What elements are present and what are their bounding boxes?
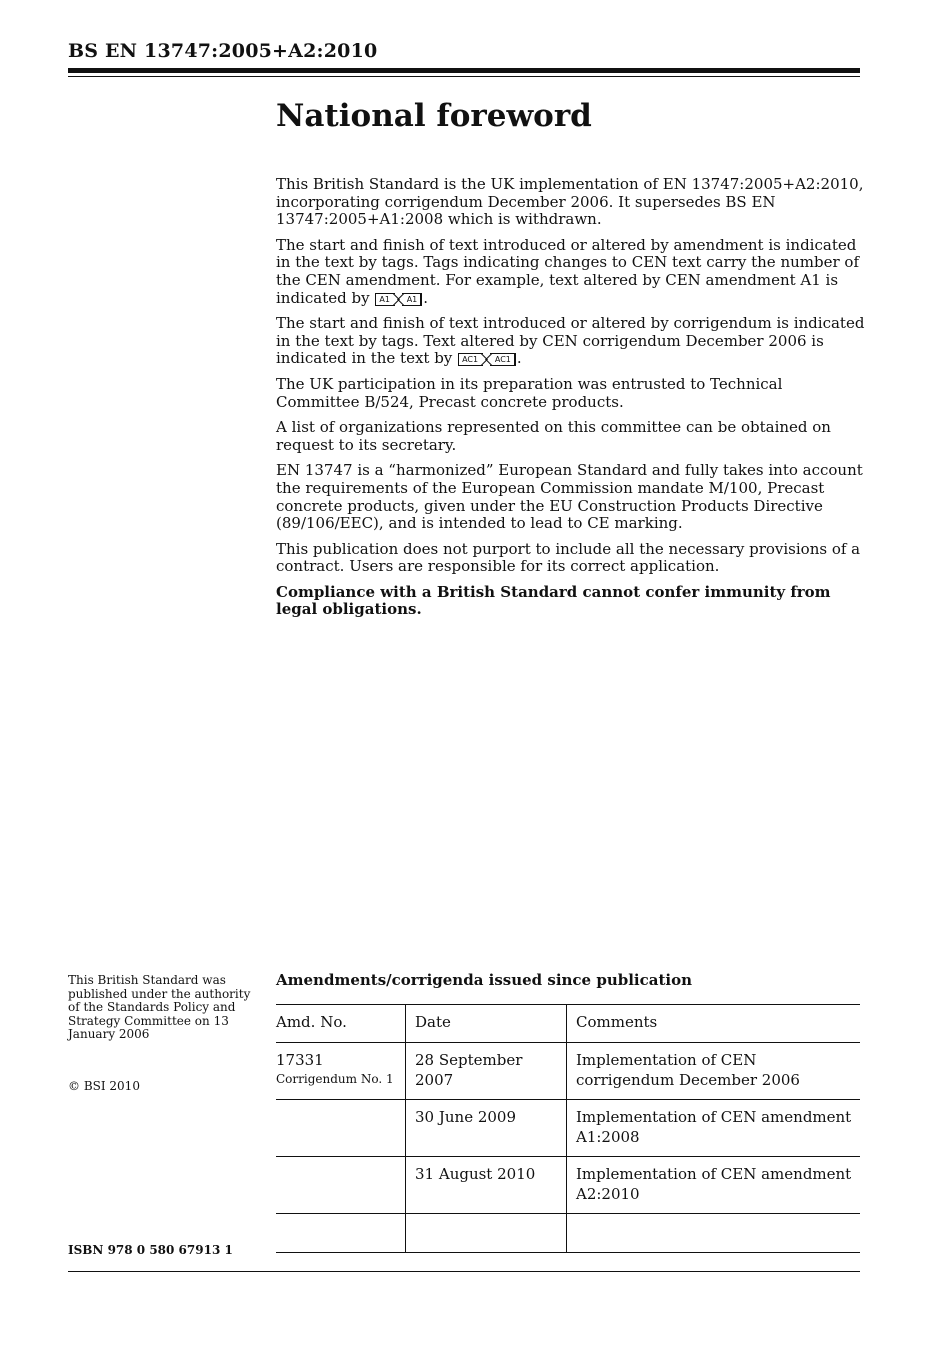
corrigendum-close-tag-icon: AC1	[490, 353, 516, 366]
amendment-close-tag-icon: A1	[402, 293, 423, 306]
comments-cell: Implementation of CEN corrigendum December 2006	[567, 1043, 861, 1100]
foreword-body	[276, 176, 866, 627]
column-header-comments: Comments	[567, 1005, 861, 1043]
amd-no-cell	[276, 1100, 406, 1157]
table-row	[276, 1100, 860, 1157]
header-rule-thick	[68, 68, 860, 73]
amd-subtitle: Corrigendum No. 1	[276, 1071, 394, 1086]
footer-rule	[68, 1271, 860, 1272]
comments-cell	[567, 1214, 861, 1253]
paragraph-organizations: A list of organizations represented on this committee can be obtained on request to its secretary.	[276, 418, 831, 454]
date-cell: 30 June 2009	[406, 1100, 567, 1157]
table-header-row	[276, 1005, 860, 1043]
paragraph-corrigendum-tags	[276, 315, 866, 368]
paragraph-amendment-tags	[276, 237, 866, 307]
page-title: National foreword	[276, 98, 592, 134]
paragraph-compliance: Compliance with a British Standard cannot confer immunity from legal obligations.	[276, 582, 831, 619]
header-rule-thin	[68, 76, 860, 77]
amd-no-cell	[276, 1043, 406, 1100]
copyright: © BSI 2010	[68, 1079, 140, 1093]
isbn: ISBN 978 0 580 67913 1	[68, 1243, 233, 1257]
column-header-amd-no: Amd. No.	[276, 1005, 406, 1043]
paragraph-disclaimer: This publication does not purport to include all the necessary provisions of a contract. Users are responsible for its correct application.	[276, 539, 861, 576]
amendments-table	[276, 1004, 860, 1253]
amendments-title: Amendments/corrigenda issued since publication	[276, 971, 692, 989]
date-cell	[406, 1214, 567, 1253]
paragraph-committee: The UK participation in its preparation was entrusted to Technical Committee B/524, Precast concrete products.	[276, 374, 783, 411]
date-cell: 28 September 2007	[406, 1043, 567, 1100]
paragraph-end: .	[423, 288, 429, 307]
paragraph-end: .	[516, 349, 522, 368]
document-id: BS EN 13747:2005+A2:2010	[68, 40, 378, 62]
comments-cell: Implementation of CEN amendment A2:2010	[567, 1157, 861, 1214]
paragraph-text: The start and finish of text introduced or altered by amendment is indicated in the text by tags. Tags indicating changes to CEN text carry the number of the CEN amendment. For example, text altered by CEN amendment A1 is indicated by	[276, 235, 860, 307]
date-cell: 31 August 2010	[406, 1157, 567, 1214]
comments-cell: Implementation of CEN amendment A1:2008	[567, 1100, 861, 1157]
corrigendum-open-tag-icon: AC1	[458, 353, 483, 366]
paragraph-implementation: This British Standard is the UK implementation of EN 13747:2005+A2:2010, incorporating corrigendum December 2006. It supersedes BS EN 13747:2005+A1:2008 which is withdrawn.	[276, 175, 864, 229]
publication-note: This British Standard was published under the authority of the Standards Policy and Strategy Committee on 13 January 2006	[68, 973, 251, 1041]
table-row	[276, 1157, 860, 1214]
amendment-open-tag-icon: A1	[375, 293, 395, 306]
table-row	[276, 1043, 860, 1100]
amd-no-cell	[276, 1157, 406, 1214]
paragraph-harmonized: EN 13747 is a “harmonized” European Standard and fully takes into account the requirements of the European Commission mandate M/100, Precast concrete products, given under the EU Construction Products Directive (89/106/EEC), and is intended to lead to CE marking.	[276, 461, 863, 533]
amd-no-cell	[276, 1214, 406, 1253]
column-header-date: Date	[406, 1005, 567, 1043]
amd-number: 17331	[276, 1051, 324, 1069]
paragraph-text: The start and finish of text introduced or altered by corrigendum is indicated in the text by tags. Text altered by CEN corrigendum December 2006 is indicated in the text by	[276, 314, 865, 368]
table-row-empty	[276, 1214, 860, 1253]
